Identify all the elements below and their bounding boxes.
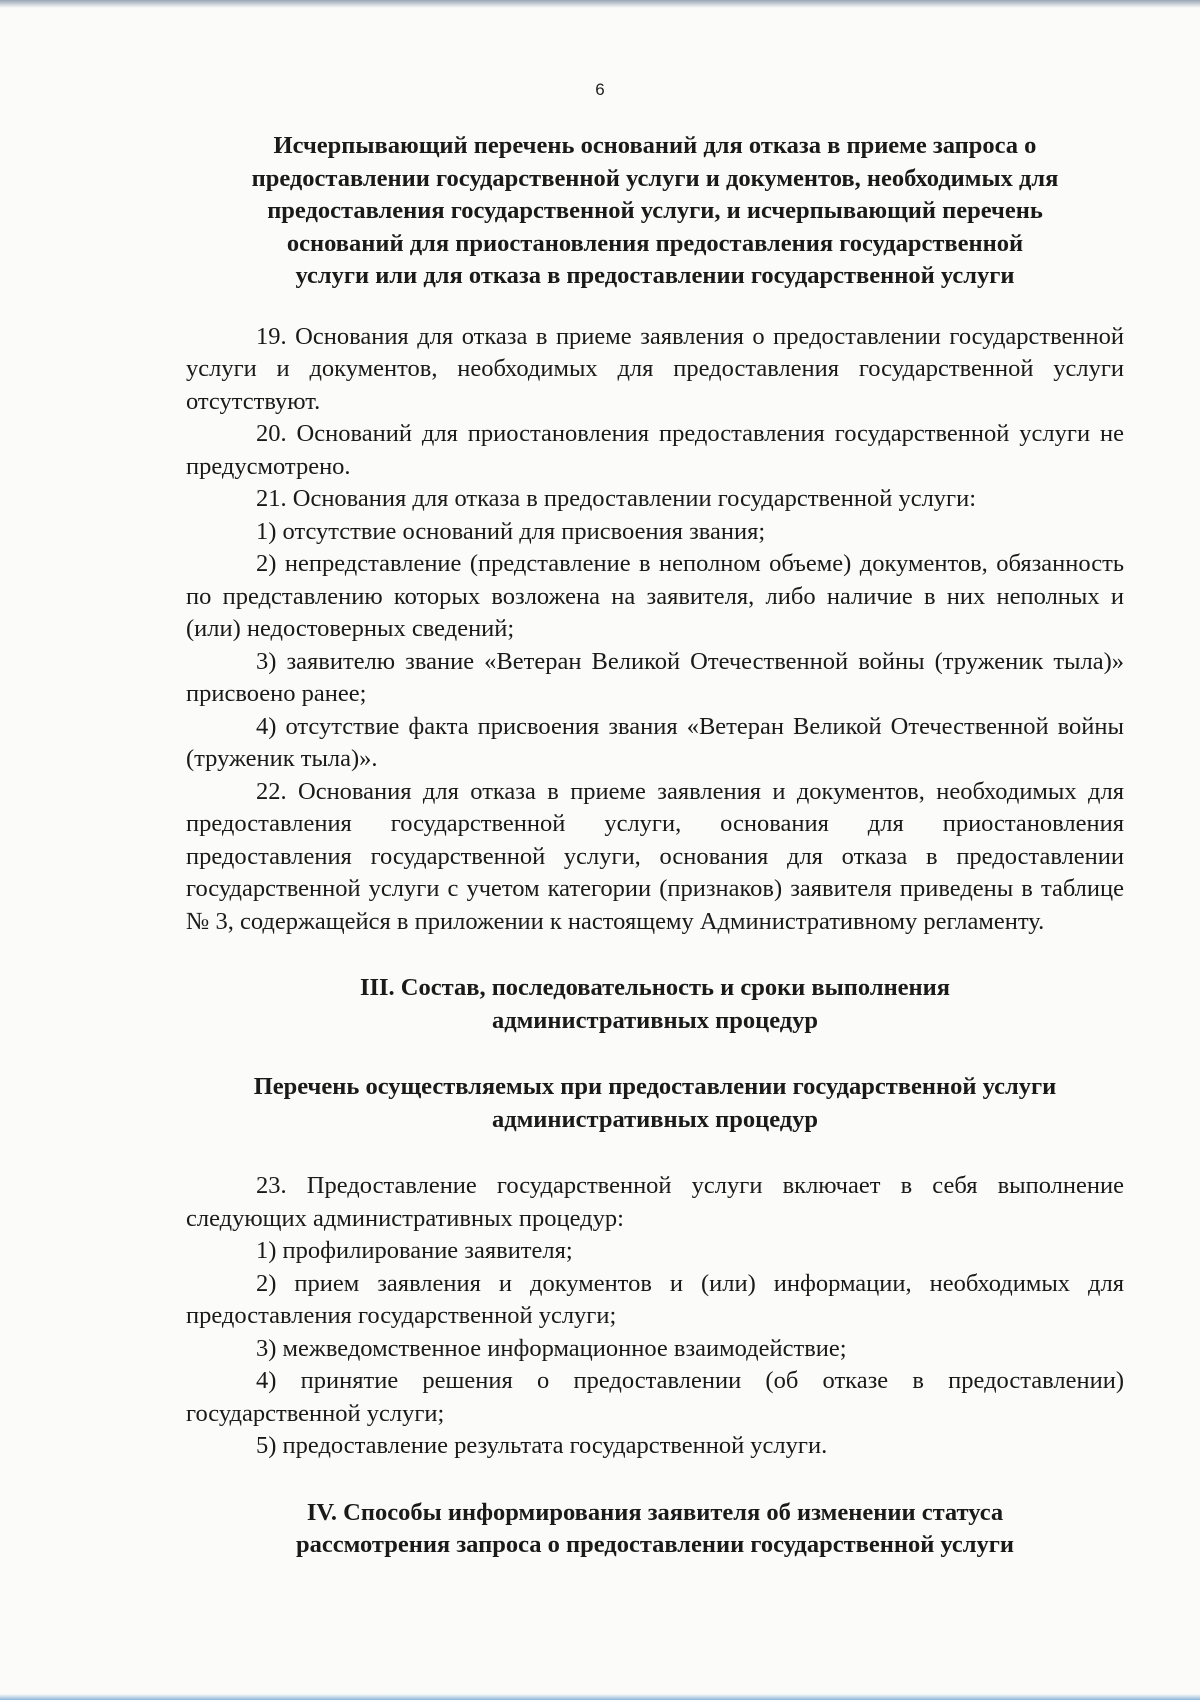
heading-line: оснований для приостановления предоставления государственной [286,229,1024,257]
scan-edge-top [0,0,1200,8]
list-item-23-2: 2) прием заявления и документов и (или) информации, необходимых для предоставления государственной услуги; [186,1269,1124,1329]
heading-line: предоставления государственной услуги, и исчерпывающий перечень [267,197,1043,224]
heading-line: административных процедур [491,1105,819,1133]
heading-line: III. Состав, последовательность и сроки выполнения [359,974,951,1001]
list-item-21-2: 2) непредставление (представление в неполном объеме) документов, обязанность по представлению которых возложена на заявителя, либо наличие в них неполных и (или) недостоверных сведений; [186,550,1124,642]
list-item-23-1: 1) профилирование заявителя; [256,1237,573,1264]
paragraph-22: 22. Основания для отказа в приеме заявления и документов, необходимых для предоставления государственной услуги, основания для приостановления предоставления государственной услуги, основания для отказа в предоставлении государственной услуги с учетом категории (признаков) заявителя приведены в таблице № 3, содержащейся в приложении к настоящему Административному регламенту. [186,777,1124,935]
heading-grounds-for-refusal [186,130,1124,293]
heading-line: административных процедур [491,1006,819,1034]
heading-section-4 [186,1497,1124,1562]
list-item-23-4: 4) принятие решения о предоставлении (об отказе в предоставлении) государственной услуги; [186,1367,1124,1427]
list-item-21-4: 4) отсутствие факта присвоения звания «Ветеран Великой Отечественной войны (труженик тыла)». [186,712,1124,772]
list-item-21-3: 3) заявителю звание «Ветеран Великой Отечественной войны (труженик тыла)» присвоено ранее; [186,647,1124,707]
page-number: 6 [595,80,605,99]
heading-line: IV. Способы информирования заявителя об изменении статуса [306,1498,1004,1526]
paragraph-19: 19. Основания для отказа в приеме заявления о предоставлении государственной услуги и документов, необходимых для предоставления государственной услуги отсутствуют. [186,322,1124,415]
heading-line: рассмотрения запроса о предоставлении государственной услуги [295,1531,1015,1558]
procedures-paragraphs [186,1170,1124,1463]
grounds-paragraphs [186,321,1124,939]
list-item-23-3: 3) межведомственное информационное взаимодействие; [256,1334,847,1362]
heading-line: предоставлении государственной услуги и документов, необходимых для [251,164,1059,192]
paragraph-21: 21. Основания для отказа в предоставлении государственной услуги: [256,485,977,512]
heading-line: Исчерпывающий перечень оснований для отказа в приеме запроса о [273,132,1037,159]
paragraph-20: 20. Оснований для приостановления предоставления государственной услуги не предусмотрено. [186,420,1124,480]
heading-line: Перечень осуществляемых при предоставлении государственной услуги [253,1073,1057,1100]
heading-line: услуги или для отказа в предоставлении государственной услуги [295,262,1015,289]
list-item-23-5: 5) предоставление результата государственной услуги. [256,1432,828,1459]
document-body [186,130,1124,1562]
heading-procedures-list [186,1071,1124,1136]
scan-edge-bottom [0,1694,1200,1700]
heading-section-3 [186,972,1124,1037]
list-item-21-1: 1) отсутствие оснований для присвоения звания; [256,517,766,545]
paragraph-23: 23. Предоставление государственной услуги включает в себя выполнение следующих административных процедур: [186,1172,1124,1232]
